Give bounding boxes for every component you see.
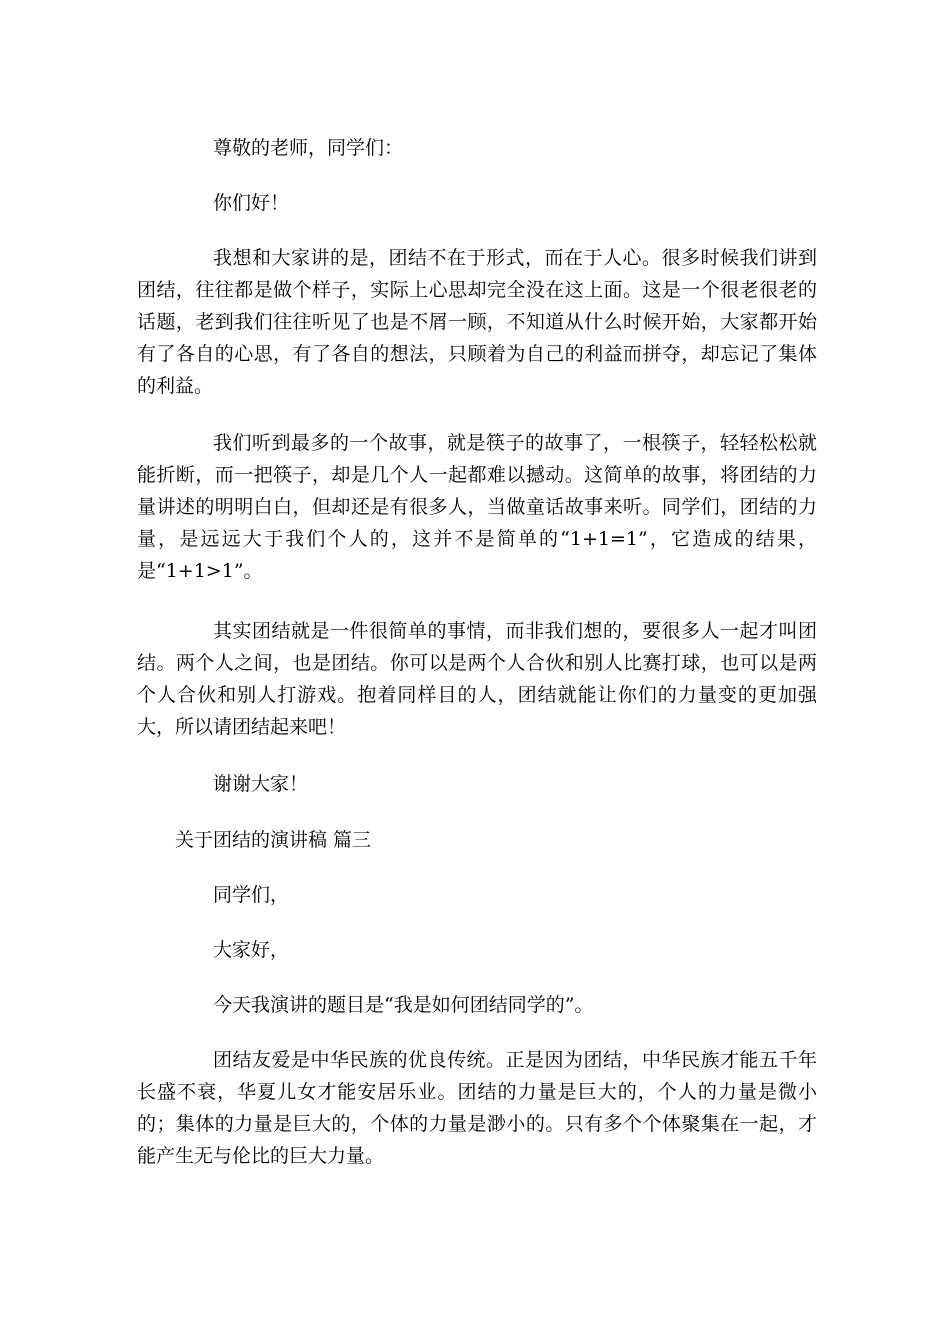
- paragraph-3: 其实团结就是一件很简单的事情，而非我们想的，要很多人一起才叫团结。两个人之间，也是团结。你可以是两个人合伙和别人比赛打球，也可以是两个人合伙和别人打游戏。抱着同样目的人，团结就能让你们的力量变的更加强大，所以请团结起来吧！: [137, 620, 817, 738]
- greeting: 你们好！: [213, 192, 290, 214]
- paragraph-2: 我们听到最多的一个故事，就是筷子的故事了，一根筷子，轻轻松松就能折断，而一把筷子，却是几个人一起都难以撼动。这简单的故事，将团结的力量讲述的明明白白，但却还是有很多人，当做童话故事来听。同学们，团结的力量，是远远大于我们个人的，这并不是简单的“1+1=1”，它造成的结果，是“1+1>1”。: [137, 432, 817, 582]
- paragraph-4: 团结友爱是中华民族的优良传统。正是因为团结，中华民族才能五千年长盛不衰，华夏儿女才能安居乐业。团结的力量是巨大的，个人的力量是微小的；集体的力量是巨大的，个体的力量是渺小的。只有多个个体聚集在一起，才能产生无与伦比的巨大力量。: [137, 1049, 817, 1167]
- salutation: 尊敬的老师，同学们：: [213, 137, 404, 159]
- section-title: 关于团结的演讲稿 篇三: [175, 829, 372, 851]
- speech-topic: 今天我演讲的题目是“我是如何团结同学的”。: [213, 994, 594, 1016]
- greeting-2: 大家好，: [213, 939, 290, 961]
- salutation-2: 同学们，: [213, 884, 290, 906]
- paragraph-1: 我想和大家讲的是，团结不在于形式，而在于人心。很多时候我们讲到团结，往往都是做个样子，实际上心思却完全没在这上面。这是一个很老很老的话题，老到我们往往听见了也是不屑一顾，不知道从什么时候开始，大家都开始有了各自的心思，有了各自的想法，只顾着为自己的利益而拼夺，却忘记了集体的利益。: [137, 247, 817, 397]
- thanks: 谢谢大家！: [213, 773, 309, 795]
